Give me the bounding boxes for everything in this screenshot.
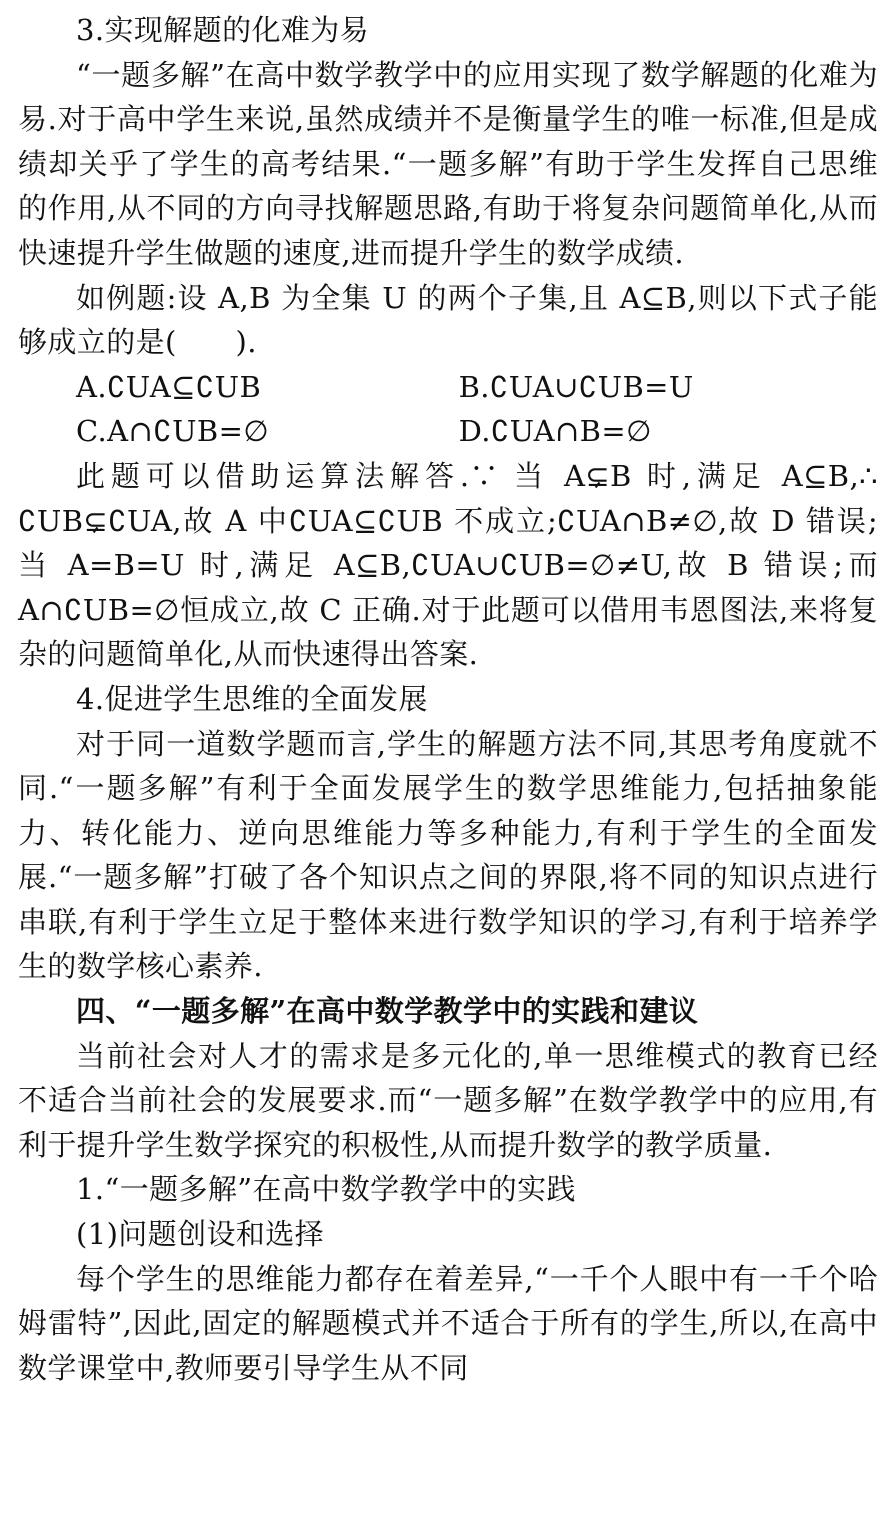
options-row-2: [18, 409, 878, 454]
option-b: B.∁UA∪∁UB=U: [458, 369, 694, 404]
example-question: 如例题:设 A,B 为全集 U 的两个子集,且 A⊆B,则以下式子能够成立的是( ).: [18, 280, 878, 360]
options-row-1: [18, 365, 878, 410]
option-a: A.∁UA⊆∁UB: [76, 369, 262, 404]
section-heading-3: 3.实现解题的化难为易: [76, 13, 370, 47]
subsection-1-paragraph: 每个学生的思维能力都存在着差异,“一千个人眼中有一千个哈姆雷特”,因此,固定的解题模式并不适合于所有的学生,所以,在高中数学课堂中,教师要引导学生从不同: [18, 1261, 878, 1385]
section-heading-4: 4.促进学生思维的全面发展: [76, 681, 428, 716]
option-d: D.∁UA∩B=∅: [458, 414, 652, 449]
subsection-heading-1: 1.“一题多解”在高中数学教学中的实践: [76, 1172, 576, 1207]
chapter-4-paragraph: 当前社会对人才的需求是多元化的,单一思维模式的教育已经不适合当前社会的发展要求.而“一题多解”在数学教学中的应用,有利于提升学生数学探究的积极性,从而提升数学的教学质量.: [18, 1038, 878, 1162]
section-3-paragraph: “一题多解”在高中数学教学中的应用实现了数学解题的化难为易.对于高中学生来说,虽然成绩并不是衡量学生的唯一标准,但是成绩却关乎了学生的高考结果.“一题多解”有助于学生发挥自己思维的作用,从不同的方向寻找解题思路,有助于将复杂问题简单化,从而快速提升学生做题的速度,进而提升学生的数学成绩.: [18, 57, 878, 270]
option-c: C.A∩∁UB=∅: [76, 414, 269, 449]
subsection-subheading-1: (1)问题创设和选择: [76, 1217, 325, 1252]
section-4-paragraph: 对于同一道数学题而言,学生的解题方法不同,其思考角度就不同.“一题多解”有利于全面发展学生的数学思维能力,包括抽象能力、转化能力、逆向思维能力等多种能力,有利于学生的全面发展.“一题多解”打破了各个知识点之间的界限,将不同的知识点进行串联,有利于学生立足于整体来进行数学知识的学习,有利于培养学生的数学核心素养.: [18, 726, 878, 984]
example-options: [18, 365, 878, 454]
example-solution: 此题可以借助运算法解答.∵ 当 A⊊B 时,满足 A⊆B,∴ ∁UB⊊∁UA,故 A 中∁UA⊆∁UB 不成立;∁UA∩B≠∅,故 D 错误;当 A=B=U 时,满足 A⊆B,∁UA∪∁UB=∅≠U,故 B 错误;而 A∩∁UB=∅恒成立,故 C 正确.对于此题可以借用韦恩图法,来将复杂的问题简单化,从而快速得出答案.: [18, 458, 878, 672]
chapter-heading-4: 四、“一题多解”在高中数学教学中的实践和建议: [76, 994, 699, 1029]
document-page: [18, 8, 878, 1390]
